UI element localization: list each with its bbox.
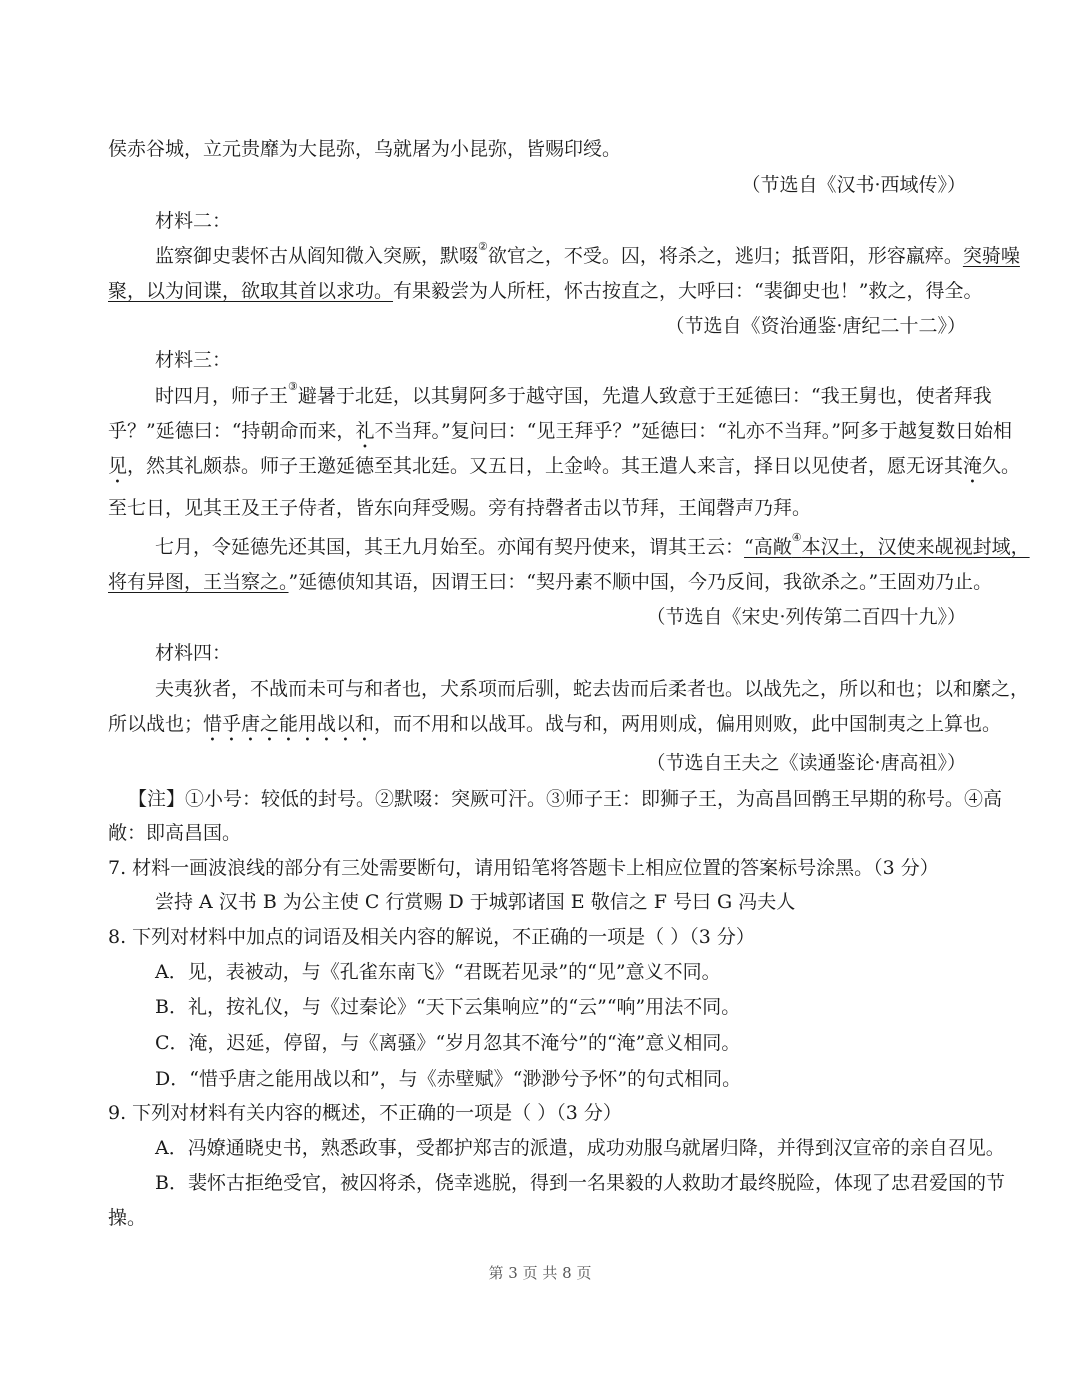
footnote-marker-2: ② (478, 240, 488, 253)
dotted-word: 淹 (963, 455, 983, 477)
material3-title: 材料三： (155, 349, 232, 371)
material2-line-2: 聚，以为间谍，欲取其首以求功。有果毅尝为人所枉，怀古按直之，大呼曰：“裴御史也！”救之，得全。 (108, 280, 983, 302)
dotted-word: 见 (108, 455, 128, 477)
question-8-option-b: B．礼，按礼仪，与《过秦论》“天下云集响应”的“云”“响”用法不同。 (155, 996, 741, 1018)
material2-line-1: 监察御史裴怀古从阎知微入突厥，默啜②欲官之，不受。囚，将杀之，逃归；抵晋阳，形容羸瘁。突骑噪 (155, 240, 1020, 267)
underlined-sentence: 将有异图，王当察之。 (108, 571, 289, 593)
question-9-option-b-line-2: 操。 (108, 1207, 147, 1229)
question-8-option-a: A．见，表被动，与《孔雀东南飞》“君既若见录”的“见”意义不同。 (155, 961, 721, 983)
footnote-marker-4: ④ (791, 531, 802, 544)
notes-line-1: 【注】①小号：较低的封号。②默啜：突厥可汗。③师子王：即狮子王，为高昌回鹘王早期的称号。④高 (128, 788, 1003, 810)
question-7-options: 尝持 A 汉书 B 为公主使 C 行赏赐 D 于城郭诸国 E 敬信之 F 号曰 G 冯夫人 (155, 891, 796, 913)
notes-line-2: 敞：即高昌国。 (108, 822, 242, 844)
material4-line-2: 所以战也；惜乎唐之能用战以和，而不用和以战耳。战与和，两用则成，偏用则败，此中国制夷之上算也。 (108, 713, 1002, 735)
underlined-sentence: 聚，以为间谍，欲取其首以求功。 (108, 280, 394, 302)
material1-source: （节选自《汉书·西域传》） (741, 174, 966, 196)
page-number-footer: 第 3 页 共 8 页 (488, 1264, 592, 1282)
material1-tail-line: 侯赤谷城，立元贵靡为大昆弥，乌就屠为小昆弥，皆赐印绶。 (108, 138, 622, 160)
material4-title: 材料四： (155, 642, 232, 664)
material3-p1-line-1: 时四月，师子王③避暑于北廷，以其舅阿多于越守国，先遣人致意于王延德曰：“我王舅也，使者拜我 (155, 380, 992, 407)
material3-p2-line-2: 将有异图，王当察之。”延德侦知其语，因谓王曰：“契丹素不顺中国，今乃反间，我欲杀之。”王固劝乃止。 (108, 571, 993, 593)
question-9-option-b-line-1: B．裴怀古拒绝受官，被囚将杀，侥幸逃脱，得到一名果毅的人救助才最终脱险，体现了忠君爱国的节 (155, 1172, 1005, 1194)
question-7-stem: 7. 材料一画波浪线的部分有三处需要断句，请用铅笔将答题卡上相应位置的答案标号涂黑。（3 分） (108, 857, 939, 879)
question-9-stem: 9. 下列对材料有关内容的概述，不正确的一项是（ ）（3 分） (108, 1102, 622, 1124)
question-8-option-c: C．淹，迟延，停留，与《离骚》“岁月忽其不淹兮”的“淹”意义相同。 (155, 1032, 741, 1054)
material3-source: （节选自《宋史·列传第二百四十九》） (646, 606, 966, 628)
material3-p2-line-1: 七月，令延德先还其国，其王九月始至。亦闻有契丹使来，谓其王云：“高敞④本汉土，汉使来觇视封域， (155, 531, 1030, 558)
material3-p1-line-4: 至七日，见其王及王子侍者，皆东向拜受赐。旁有持磬者击以节拜，王闻磬声乃拜。 (108, 497, 812, 519)
material4-line-1: 夫夷狄者，不战而未可与和者也，犬系项而后驯，蛇去齿而后柔者也。以战先之，所以和也；以和縻之， (155, 678, 1030, 700)
dotted-sentence: 惜乎唐之能用战以和 (203, 713, 375, 735)
underlined-sentence: “高敞④本汉土，汉使来觇视封域， (744, 531, 1030, 558)
material3-p1-line-2: 乎？”延德曰：“持朝命而来，礼不当拜。”复问曰：“见王拜乎？”延德曰：“礼亦不当拜。”阿多于越复数日始相 (108, 420, 1013, 442)
footnote-marker-3: ③ (288, 380, 298, 393)
material2-source: （节选自《资治通鉴·唐纪二十二》） (665, 315, 966, 337)
material2-title: 材料二： (155, 210, 232, 232)
dotted-word: 礼 (355, 420, 375, 442)
question-8-stem: 8. 下列对材料中加点的词语及相关内容的解说，不正确的一项是（ ）（3 分） (108, 926, 755, 948)
underlined-sentence: 突骑噪 (962, 245, 1020, 267)
material3-p1-line-3: 见，然其礼颇恭。师子王邀延德至其北廷。又五日，上金岭。其王遣人来言，择日以见使者，愿无讶其淹久。 (108, 455, 1021, 477)
question-8-option-d: D．“惜乎唐之能用战以和”，与《赤壁赋》“渺渺兮予怀”的句式相同。 (155, 1068, 742, 1090)
material4-source: （节选自王夫之《读通鉴论·唐高祖》） (646, 752, 966, 774)
question-9-option-a: A．冯嫽通晓史书，熟悉政事，受都护郑吉的派遣，成功劝服乌就屠归降，并得到汉宣帝的亲自召见。 (155, 1137, 1005, 1159)
